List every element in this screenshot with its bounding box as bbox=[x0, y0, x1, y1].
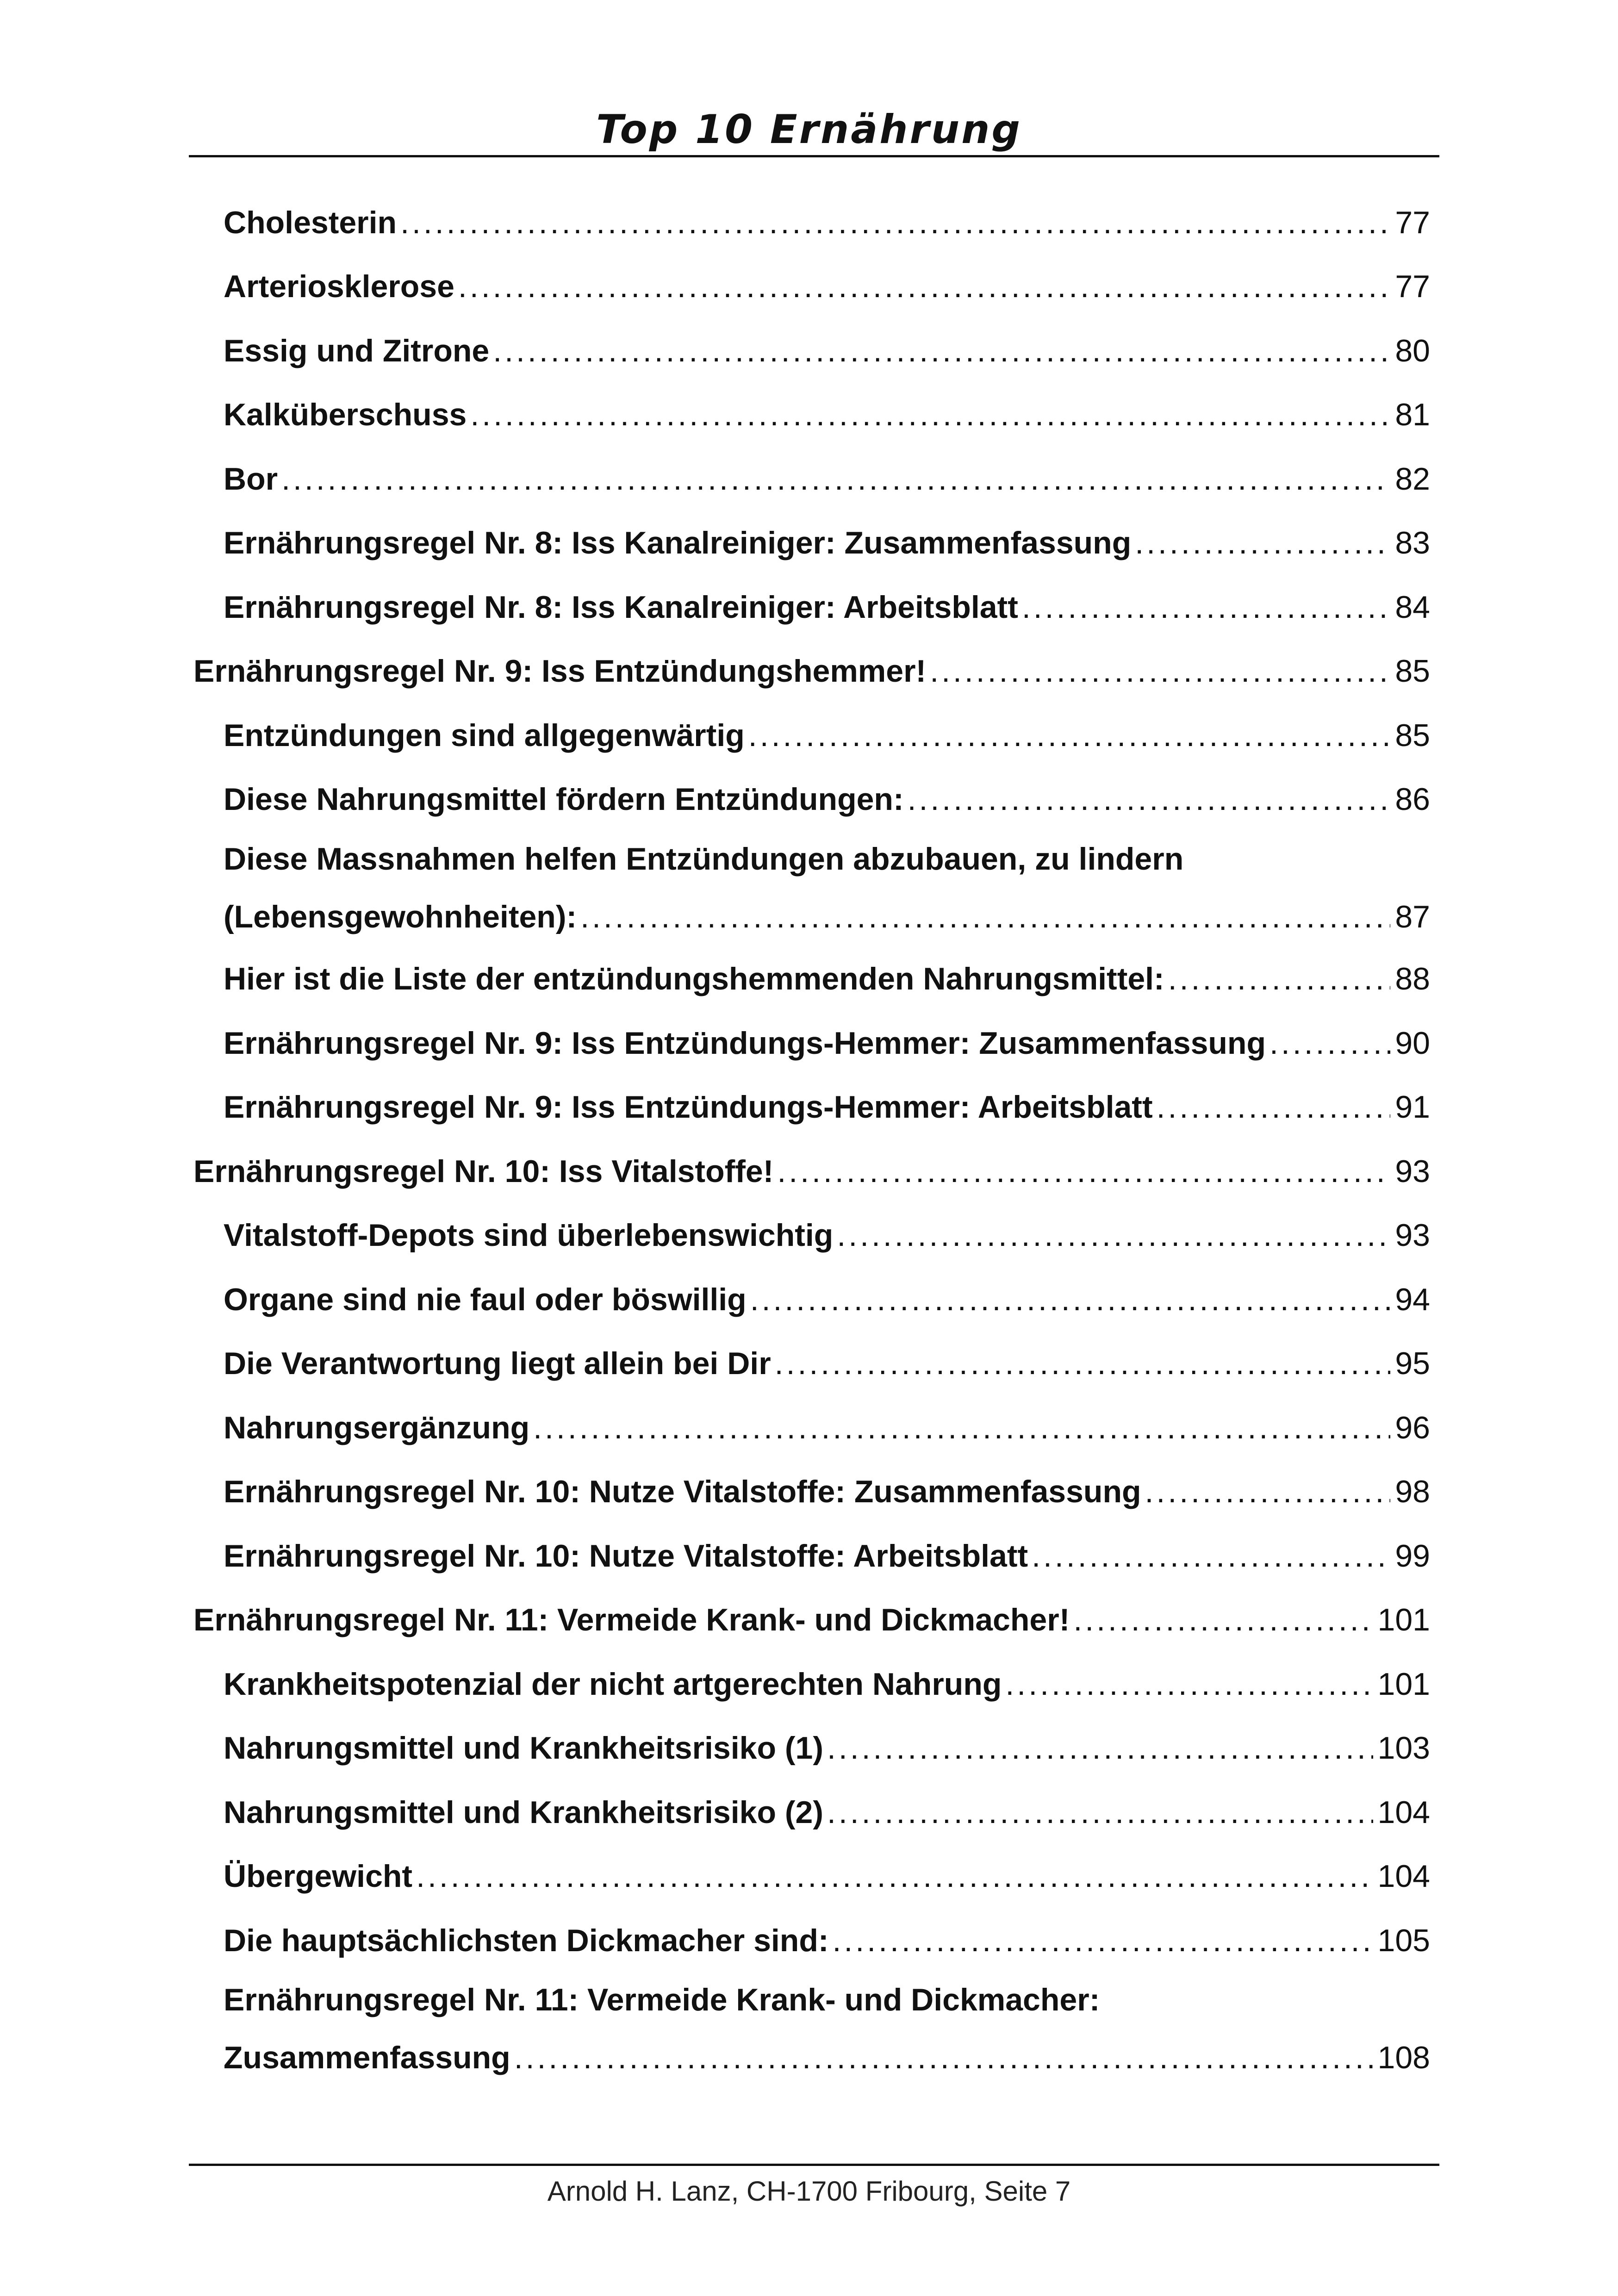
toc-entry[interactable] bbox=[224, 1844, 1430, 1908]
dot-leader bbox=[1135, 511, 1390, 575]
dot-leader bbox=[908, 767, 1391, 831]
toc-entry-title: Ernährungsregel Nr. 8: Iss Kanalreiniger: Arbeitsblatt bbox=[224, 590, 1018, 625]
toc-entry[interactable] bbox=[224, 1716, 1430, 1780]
toc-entry-page: 88 bbox=[1395, 961, 1430, 996]
toc-chapter-entry[interactable] bbox=[193, 1139, 1430, 1203]
dot-leader bbox=[416, 1844, 1373, 1908]
toc-entry-title: Kalküberschuss bbox=[224, 397, 467, 432]
toc-entry-page: 84 bbox=[1395, 590, 1430, 625]
toc-chapter-entry[interactable] bbox=[193, 639, 1430, 703]
dot-leader bbox=[777, 1139, 1390, 1203]
dot-leader bbox=[1022, 575, 1391, 639]
toc-entry[interactable] bbox=[224, 1780, 1430, 1844]
toc-entry-title: Bor bbox=[224, 461, 278, 497]
toc-entry-title: Ernährungsregel Nr. 10: Iss Vitalstoffe! bbox=[193, 1154, 774, 1189]
toc-entry[interactable] bbox=[224, 1011, 1430, 1075]
toc-entry[interactable] bbox=[224, 833, 1430, 949]
dot-leader bbox=[580, 885, 1390, 949]
toc-entry[interactable] bbox=[224, 1268, 1430, 1332]
toc-entry-page: 101 bbox=[1377, 1667, 1430, 1702]
toc-entry-title: Cholesterin bbox=[224, 205, 397, 240]
toc-entry-title: Krankheitspotenzial der nicht artgerechten Nahrung bbox=[224, 1667, 1002, 1702]
toc-entry-page: 101 bbox=[1377, 1602, 1430, 1637]
dot-leader bbox=[930, 639, 1390, 703]
dot-leader bbox=[1270, 1011, 1390, 1075]
toc-entry-title: Nahrungsmittel und Krankheitsrisiko (2) bbox=[224, 1795, 823, 1830]
toc-entry-title: Ernährungsregel Nr. 8: Iss Kanalreiniger: Zusammenfassung bbox=[224, 525, 1132, 560]
toc-entry[interactable] bbox=[224, 1909, 1430, 1972]
toc-entry[interactable] bbox=[224, 1460, 1430, 1524]
toc-entry-title: Vitalstoff-Depots sind überlebenswichtig bbox=[224, 1218, 834, 1253]
toc-entry-page: 91 bbox=[1395, 1089, 1430, 1125]
toc-entry-title: Nahrungsergänzung bbox=[224, 1410, 530, 1445]
toc-entry-title: Ernährungsregel Nr. 9: Iss Entzündungs-Hemmer: Zusammenfassung bbox=[224, 1026, 1266, 1061]
dot-leader bbox=[533, 1396, 1390, 1460]
toc-entry-page: 94 bbox=[1395, 1282, 1430, 1317]
toc-entry-page: 105 bbox=[1377, 1923, 1430, 1958]
toc-entry-page: 77 bbox=[1395, 269, 1430, 304]
toc-entry-page: 87 bbox=[1395, 899, 1430, 934]
toc-entry-title: Die hauptsächlichsten Dickmacher sind: bbox=[224, 1923, 829, 1958]
dot-leader bbox=[514, 2026, 1373, 2090]
header-divider bbox=[189, 155, 1439, 157]
toc-entry[interactable] bbox=[224, 947, 1430, 1011]
toc-entry-title: Essig und Zitrone bbox=[224, 333, 490, 368]
dot-leader bbox=[827, 1716, 1373, 1780]
toc-entry[interactable] bbox=[224, 319, 1430, 383]
toc-entry-title: (Lebensgewohnheiten): bbox=[224, 899, 577, 934]
dot-leader bbox=[1032, 1524, 1390, 1588]
dot-leader bbox=[1168, 947, 1391, 1011]
toc-entry[interactable] bbox=[224, 255, 1430, 318]
toc-entry-title: Ernährungsregel Nr. 10: Nutze Vitalstoffe: Arbeitsblatt bbox=[224, 1538, 1028, 1574]
dot-leader bbox=[493, 319, 1390, 383]
toc-entry-title-line1: Diese Massnahmen helfen Entzündungen abzubauen, zu lindern bbox=[224, 841, 1184, 877]
dot-leader bbox=[1157, 1075, 1391, 1139]
toc-entry-page: 99 bbox=[1395, 1538, 1430, 1574]
toc-entry[interactable] bbox=[224, 1974, 1430, 2090]
toc-entry[interactable] bbox=[224, 703, 1430, 767]
dot-leader bbox=[748, 703, 1391, 767]
toc-entry-page: 104 bbox=[1377, 1859, 1430, 1894]
toc-entry-title: Ernährungsregel Nr. 11: Vermeide Krank- und Dickmacher! bbox=[193, 1602, 1070, 1637]
toc-entry[interactable] bbox=[224, 575, 1430, 639]
toc-entry[interactable] bbox=[224, 1524, 1430, 1588]
page-footer: Arnold H. Lanz, CH-1700 Fribourg, Seite 7 bbox=[547, 2176, 1071, 2207]
toc-entry-title: Hier ist die Liste der entzündungshemmenden Nahrungsmittel: bbox=[224, 961, 1164, 996]
toc-entry[interactable] bbox=[224, 1075, 1430, 1139]
toc-entry[interactable] bbox=[224, 511, 1430, 575]
toc-entry-page: 95 bbox=[1395, 1346, 1430, 1381]
toc-entry-title: Zusammenfassung bbox=[224, 2040, 510, 2075]
toc-entry-page: 93 bbox=[1395, 1218, 1430, 1253]
dot-leader bbox=[837, 1203, 1390, 1267]
dot-leader bbox=[1145, 1460, 1391, 1524]
toc-entry[interactable] bbox=[224, 447, 1430, 511]
toc-entry[interactable] bbox=[224, 1396, 1430, 1460]
toc-entry-title: Entzündungen sind allgegenwärtig bbox=[224, 718, 745, 753]
toc-entry-page: 90 bbox=[1395, 1026, 1430, 1061]
toc-entry-page: 85 bbox=[1395, 718, 1430, 753]
dot-leader bbox=[1005, 1652, 1373, 1716]
toc-entry-title: Ernährungsregel Nr. 9: Iss Entzündungs-Hemmer: Arbeitsblatt bbox=[224, 1089, 1153, 1125]
dot-leader bbox=[827, 1780, 1373, 1844]
dot-leader bbox=[470, 383, 1390, 447]
toc-entry-page: 86 bbox=[1395, 782, 1430, 817]
toc-entry-title-line1: Ernährungsregel Nr. 11: Vermeide Krank- und Dickmacher: bbox=[224, 1982, 1100, 2017]
toc-entry-page: 77 bbox=[1395, 205, 1430, 240]
toc-entry-page: 98 bbox=[1395, 1474, 1430, 1509]
toc-entry[interactable] bbox=[224, 767, 1430, 831]
toc-entry[interactable] bbox=[224, 1332, 1430, 1395]
toc-entry-page: 103 bbox=[1377, 1730, 1430, 1766]
toc-entry-title: Die Verantwortung liegt allein bei Dir bbox=[224, 1346, 771, 1381]
dot-leader bbox=[1073, 1588, 1373, 1652]
dot-leader bbox=[281, 447, 1390, 511]
dot-leader bbox=[833, 1909, 1373, 1972]
toc-entry-title: Diese Nahrungsmittel fördern Entzündungen: bbox=[224, 782, 904, 817]
toc-entry-page: 85 bbox=[1395, 653, 1430, 689]
toc-entry[interactable] bbox=[224, 383, 1430, 447]
toc-entry[interactable] bbox=[224, 1652, 1430, 1716]
toc-chapter-entry[interactable] bbox=[193, 1588, 1430, 1652]
dot-leader bbox=[458, 255, 1390, 318]
toc-entry-title: Ernährungsregel Nr. 9: Iss Entzündungshemmer! bbox=[193, 653, 927, 689]
toc-entry-title: Übergewicht bbox=[224, 1859, 413, 1894]
toc-entry-page: 80 bbox=[1395, 333, 1430, 368]
toc-entry[interactable] bbox=[224, 1203, 1430, 1267]
toc-entry-page: 81 bbox=[1395, 397, 1430, 432]
toc-entry-title: Organe sind nie faul oder böswillig bbox=[224, 1282, 747, 1317]
toc-entry-title: Ernährungsregel Nr. 10: Nutze Vitalstoffe: Zusammenfassung bbox=[224, 1474, 1141, 1509]
dot-leader bbox=[750, 1268, 1391, 1332]
dot-leader bbox=[775, 1332, 1391, 1395]
page-header-title: Top 10 Ernährung bbox=[596, 106, 1022, 153]
toc-entry[interactable] bbox=[224, 191, 1430, 255]
toc-entry-title: Arteriosklerose bbox=[224, 269, 454, 304]
toc-entry-page: 83 bbox=[1395, 525, 1430, 560]
toc-entry-page: 96 bbox=[1395, 1410, 1430, 1445]
toc-entry-page: 93 bbox=[1395, 1154, 1430, 1189]
toc-entry-page: 108 bbox=[1377, 2040, 1430, 2075]
toc-entry-title: Nahrungsmittel und Krankheitsrisiko (1) bbox=[224, 1730, 823, 1766]
toc-entry-page: 82 bbox=[1395, 461, 1430, 497]
dot-leader bbox=[400, 191, 1390, 255]
toc-entry-page: 104 bbox=[1377, 1795, 1430, 1830]
